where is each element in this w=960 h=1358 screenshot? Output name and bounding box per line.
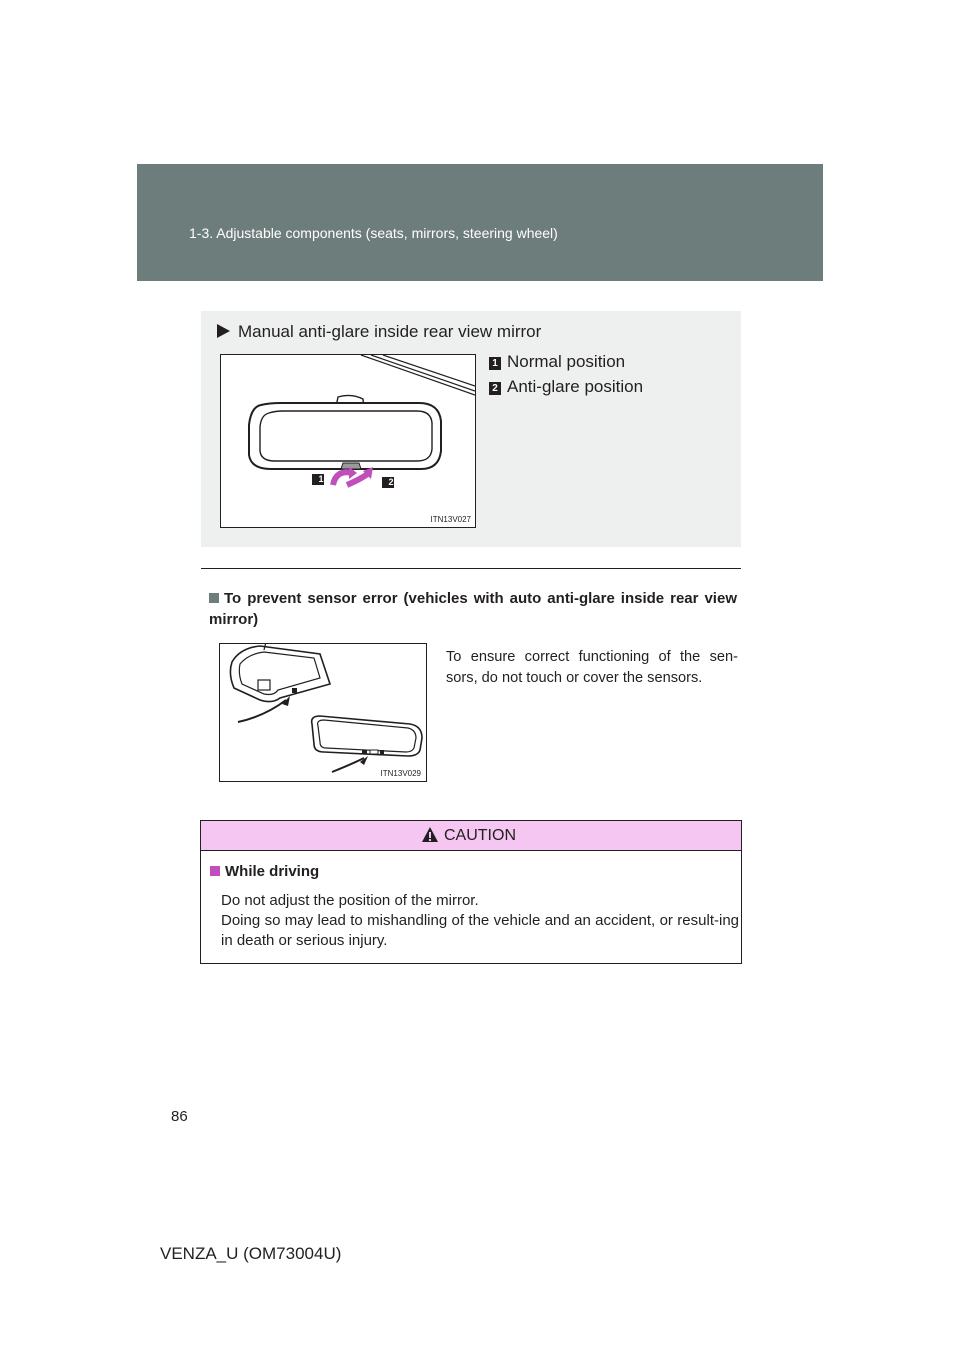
square-bullet-icon (209, 593, 219, 603)
manual-mirror-panel (201, 311, 741, 547)
triangle-bullet-icon (217, 324, 230, 338)
caution-box (200, 820, 742, 964)
section-divider (201, 568, 741, 569)
callout-1: 1 (318, 474, 324, 484)
caution-subheading-text: While driving (225, 863, 320, 880)
rear-view-mirror-image (221, 355, 475, 527)
page-number: 86 (171, 1108, 188, 1125)
footer-model-code: VENZA_U (OM73004U) (160, 1244, 342, 1263)
sensor-illustration (219, 643, 427, 782)
sensor-heading (209, 588, 737, 630)
sensor-instructions: To ensure correct functioning of the sen-sors, do not touch or cover the sensors. (446, 649, 738, 686)
caution-body (221, 891, 739, 951)
number-badge-icon: 1 (489, 357, 501, 370)
caution-line: Doing so may lead to mishandling of the vehicle and an accident, or result-ing in death or serious injury. (221, 912, 739, 949)
manual-mirror-heading-text: Manual anti-glare inside rear view mirror (238, 322, 542, 341)
legend-label: Anti-glare position (507, 377, 644, 396)
mirror-illustration (220, 354, 476, 528)
callout-2: 2 (388, 477, 394, 487)
legend-item (489, 352, 625, 372)
manual-mirror-heading (217, 322, 541, 342)
caution-line: Do not adjust the position of the mirror. (221, 892, 479, 909)
square-bullet-icon (210, 866, 220, 876)
caution-title: CAUTION (444, 827, 516, 844)
figure-code: ITN13V029 (380, 769, 421, 778)
mirror-sensors-image (220, 644, 426, 781)
figure-code: ITN13V027 (430, 515, 471, 524)
sensor-heading-text: To prevent sensor error (vehicles with auto anti-glare inside rear view mirror) (209, 590, 737, 628)
caution-header (201, 821, 741, 851)
legend-item (489, 377, 643, 397)
caution-subheading (210, 863, 319, 880)
warning-triangle-icon (421, 826, 439, 843)
section-title: 1-3. Adjustable components (seats, mirrors, steering wheel) (189, 225, 558, 241)
header-band (137, 164, 823, 281)
number-badge-icon: 2 (489, 382, 501, 395)
legend-label: Normal position (507, 352, 626, 371)
